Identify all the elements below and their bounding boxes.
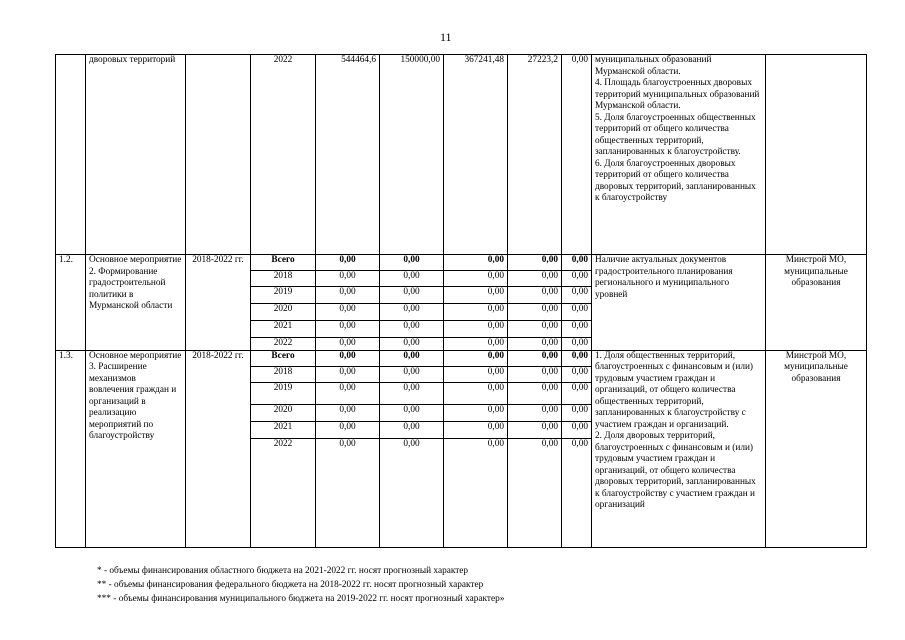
cell-value: 0,00 <box>508 350 562 366</box>
cell-value: 0,00 <box>380 438 444 547</box>
cell-value: 0,00 <box>380 271 444 287</box>
cell-value: 0,00 <box>508 421 562 438</box>
cell-indicators: Наличие актуальных документов градостроительного планирования регионального и муниципального уровней <box>592 255 766 351</box>
cell-value: 0,00 <box>444 382 508 404</box>
cell-value: 0,00 <box>380 338 444 351</box>
cell-period: 2018-2022 гг. <box>186 255 251 351</box>
cell-value: 0,00 <box>444 438 508 547</box>
cell-value: 0,00 <box>562 382 592 404</box>
cell-year: 2021 <box>251 421 316 438</box>
cell-value: 0,00 <box>316 438 380 547</box>
cell-num: 1.2. <box>56 255 86 351</box>
cell-value: 0,00 <box>316 287 380 304</box>
page-number: 11 <box>440 30 452 44</box>
cell-year: Всего <box>251 350 316 366</box>
cell-value: 0,00 <box>444 287 508 304</box>
cell-value: 0,00 <box>380 304 444 321</box>
cell-value: 0,00 <box>380 366 444 382</box>
cell-value: 544464,6 <box>316 55 380 255</box>
cell-value: 0,00 <box>380 421 444 438</box>
cell-num <box>56 55 86 255</box>
cell-value: 0,00 <box>562 350 592 366</box>
cell-value: 0,00 <box>562 287 592 304</box>
cell-value: 0,00 <box>380 255 444 271</box>
cell-value: 0,00 <box>562 271 592 287</box>
cell-period: 2018-2022 гг. <box>186 350 251 547</box>
cell-value: 0,00 <box>444 304 508 321</box>
cell-value: 0,00 <box>508 382 562 404</box>
cell-value: 0,00 <box>316 255 380 271</box>
cell-value: 0,00 <box>562 255 592 271</box>
cell-year: 2021 <box>251 321 316 338</box>
cell-value: 0,00 <box>562 366 592 382</box>
cell-num: 1.3. <box>56 350 86 547</box>
cell-value: 0,00 <box>508 271 562 287</box>
cell-indicators: 1. Доля общественных территорий, благоустроенных с финансовым и (или) трудовым участием граждан и организаций, от общего количества общественных территорий, запланированных к благоустройству с участием граждан и организаций. 2. Доля дворовых территорий, благоустроенных с финансовым и (или) трудовым участием граждан и организаций, от общего количества дворовых территорий, запланированных к благоустройству с участием граждан и организаций <box>592 350 766 547</box>
cell-value: 0,00 <box>562 321 592 338</box>
cell-value: 0,00 <box>562 404 592 421</box>
cell-value: 0,00 <box>508 304 562 321</box>
cell-value: 367241,48 <box>444 55 508 255</box>
cell-period <box>186 55 251 255</box>
program-table <box>55 54 867 548</box>
cell-value: 0,00 <box>508 287 562 304</box>
table-row-continuation <box>56 55 867 255</box>
cell-year: 2019 <box>251 382 316 404</box>
cell-value: 0,00 <box>444 255 508 271</box>
cell-year: 2020 <box>251 404 316 421</box>
cell-value: 0,00 <box>380 404 444 421</box>
cell-value: 0,00 <box>508 366 562 382</box>
cell-year: 2022 <box>251 55 316 255</box>
cell-value: 0,00 <box>444 271 508 287</box>
footnote-3: *** - объемы финансирования муниципального бюджета на 2019-2022 гг. носят прогнозный характер» <box>97 594 505 604</box>
cell-executor: Минстрой МО, муниципальные образования <box>766 255 867 351</box>
cell-value: 0,00 <box>444 350 508 366</box>
cell-value: 0,00 <box>380 350 444 366</box>
cell-value: 0,00 <box>508 404 562 421</box>
cell-value: 0,00 <box>316 304 380 321</box>
cell-year: 2022 <box>251 438 316 547</box>
footnote-1: * - объемы финансирования областного бюджета на 2021-2022 гг. носят прогнозный характер <box>97 566 469 576</box>
cell-name: дворовых территорий <box>86 55 186 255</box>
cell-year: 2018 <box>251 366 316 382</box>
cell-year: Всего <box>251 255 316 271</box>
cell-value: 0,00 <box>316 321 380 338</box>
cell-value: 0,00 <box>562 421 592 438</box>
cell-value: 0,00 <box>380 382 444 404</box>
cell-value: 0,00 <box>444 338 508 351</box>
cell-value: 0,00 <box>562 304 592 321</box>
cell-name: Основное мероприятие 3. Расширение механизмов вовлечения граждан и организаций в реализацию мероприятий по благоустройству <box>86 350 186 547</box>
table-row <box>56 255 867 271</box>
cell-value: 150000,00 <box>380 55 444 255</box>
cell-value: 0,00 <box>444 321 508 338</box>
cell-executor: Минстрой МО, муниципальные образования <box>766 350 867 547</box>
cell-value: 0,00 <box>562 55 592 255</box>
cell-value: 0,00 <box>380 321 444 338</box>
cell-value: 0,00 <box>380 287 444 304</box>
cell-value: 0,00 <box>508 321 562 338</box>
cell-value: 0,00 <box>562 438 592 547</box>
cell-value: 0,00 <box>562 338 592 351</box>
cell-value: 0,00 <box>316 366 380 382</box>
cell-value: 0,00 <box>316 404 380 421</box>
cell-value: 0,00 <box>444 421 508 438</box>
cell-year: 2018 <box>251 271 316 287</box>
cell-value: 0,00 <box>444 366 508 382</box>
cell-value: 0,00 <box>444 404 508 421</box>
cell-value: 0,00 <box>316 338 380 351</box>
cell-value: 0,00 <box>508 255 562 271</box>
cell-indicators: муниципальных образований Мурманской области. 4. Площадь благоустроенных дворовых территорий муниципальных образований Мурманской области. 5. Доля благоустроенных общественных территорий от общего количества общественных территорий, запланированных к благоустройству. 6. Доля благоустроенных дворовых территорий от общего количества дворовых территорий, запланированных к благоустройству <box>592 55 766 255</box>
cell-value: 27223,2 <box>508 55 562 255</box>
cell-executor <box>766 55 867 255</box>
cell-value: 0,00 <box>316 271 380 287</box>
cell-value: 0,00 <box>316 382 380 404</box>
table-row <box>56 350 867 366</box>
cell-value: 0,00 <box>316 350 380 366</box>
cell-year: 2022 <box>251 338 316 351</box>
cell-name: Основное мероприятие 2. Формирование градостроительной политики в Мурманской области <box>86 255 186 351</box>
footnote-2: ** - объемы финансирования федерального бюджета на 2018-2022 гг. носят прогнозный характер <box>97 580 484 590</box>
cell-year: 2020 <box>251 304 316 321</box>
cell-year: 2019 <box>251 287 316 304</box>
cell-value: 0,00 <box>508 438 562 547</box>
cell-value: 0,00 <box>508 338 562 351</box>
cell-value: 0,00 <box>316 421 380 438</box>
